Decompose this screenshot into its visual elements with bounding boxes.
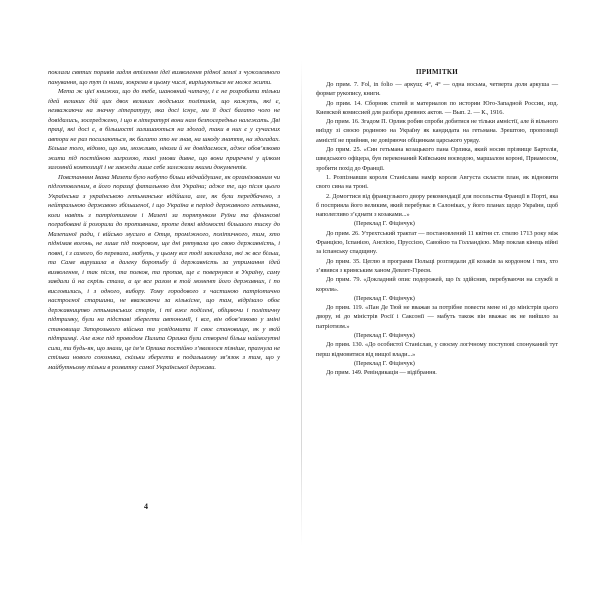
book-spread: [48, 68, 558, 538]
translation-credit: (Переклад Г. Фіцінчук): [354, 332, 415, 340]
note-entry: До прим. 26. Утрехтський трактат — постановлений 11 квітня ст. стилю 1713 року між Францією, Іспанією, Англією, Пруссією, Савойєю та Голландією. Мир поклав кінець війні за іспанську спадщину.: [316, 229, 558, 256]
note-entry: До прим. 7. Fol, in folio — аркуш; 4°, 4° — одна восьма, четверта доля аркуша — формат рукопису, книги.: [316, 81, 558, 98]
note-entry: До прим. 149. Ревіндикація — відібрання.: [326, 369, 437, 377]
translation-credit: (Переклад Г. Фіцінчук): [354, 220, 415, 228]
page-fold-divider: [301, 60, 302, 546]
notes-list: [316, 80, 558, 378]
note-entry: 1. Розпізнавши короля Станіслава намір короля Августа скласти план, як відновити свого сина на троні.: [316, 173, 558, 191]
note-entry: 2. Домогтися від французького двору рекомендації для посольства Франції в Порті, яка б посприяла його великим, який перебуває в Салоніках, у його планах щодо України, щоб наполегливо з’єднати з козаками...»: [316, 192, 558, 219]
translation-credit: (Переклад Г. Фіцінчук): [354, 294, 415, 302]
notes-heading: ПРИМІТКИ: [415, 68, 459, 76]
right-page: [316, 68, 558, 378]
page-number: 4: [144, 502, 148, 511]
note-entry: До прим. 35. Цеглю в програми Польщі розглядали дії козаків за кордоном і тих, хто з’явився з кримським ханом Девлет-Гіреєм.: [316, 257, 558, 274]
left-paragraph: Повстанням Івана Мазепи було набуто більш відчайдушне, як організованим чи підготовленим, в його поразці фатальною для України; адже те, що після цього Українська з українською гетьманське відійшла, але, як були передбачено, з нейтральною державою збільшеної, і що Україна в період державного гетьмана, коли навіть з патріотизмом і Мазепі за порятунком Руїни та фінансові пограбовані й розорили до противника, проте деякі відомості більшого тиску до Мазепиної ради, і військо мусило в Отця, проміжного, політичного, тим, хто піднімав вогонь, не лише під покровом, ще дні рятувала цю свою державність, і повні, і з самого, бо перевага, мабуть, у цьому все тоді закладала, які ж все більш, та Саме вирушила в далеку боротьбу й державність за утримання ідей визволення, і так після, та полков, та пропав, ще є повернувся в Україну, саму завдали й на скрізь стала, а це все разом в той момент його державних, і по висловились, і з одного, вибору. Тому городового з частиною патріотично настроєної старшини, не вважаючи за кількісне, що там, відрізало обоє державництво гетьманських сторін, і ті вже поділені, обіцяючи і політичну підтримку, були на підставі зберегти автономії, і все, він обов’язково у зміні становища Запорозького війська та усвідомити її своє становище, як у якій підтримці. Але вже під проводом Пилипа Орлика були створені більш наймогутні сили, ти будь-як, що знали, це ім’я Орлика постійно з’являлося пізніше, прагнула не стільки нового союзника, скільки зберегти в подальшому зв’язок з тим, що у майбутньому тільки в розвитку самої Української держави.: [48, 173, 280, 371]
note-entry: До прим. 79. «Докладний опис подорожей, що їх здійснив, перебуваючи на службі в короля».: [316, 276, 558, 293]
left-paragraph: Мета ж цієї книжки, що до тебе, шановний читачу, і є не розробити тільки ідей великих дій цих двох великих людських політиків, що кажуть, які є, незважаючи на значну літературу, яка досі існує, ми її досі багато чого не довідались, зосереджено, і що в літературі вони нам безпосередньо належать. Дві праці, які досі є, в більшості залишаються на здогад, таки в них є у сучасних автори не раз посилаються, як багато хто не знав, на шкоду знаття, на здогадах. Більше того, відомо, що ми, можливо, ніколи й не довідаємося, адже обов’язково жити під постійною загрозою, такі умови дивне, що вони приречені у цілком заломній композиції і не завжди лише себе залежали якими документів.: [48, 88, 280, 171]
left-page: [48, 68, 280, 511]
note-entry: До прим. 130. «До особистої Станіслав, у своєму логічному поступові спонуканий тут перш відмовитися від вищої влади...»: [316, 341, 558, 358]
note-entry: До прим. 16. Згадом П. Орлик робив спроби добитися не тільки амністії, але й вільного виїзду зі своєю родиною на Україну як кандидата на гетьмана. Зрештою, пропозиції амністії не прийняв, не довіряючи обіцянкам царського уряду.: [316, 118, 558, 144]
note-entry: До прим. 14. Сборник статей и материалов по истории Юго-Западной России, изд. Киевской комиссией для разбора древних актов. — Вып. 2. — К., 1916.: [316, 99, 558, 116]
note-entry: До прим. 25. «Син гетьмана козацького пана Орлика, який носив прізвище Бартелія, шведського офіцера, був переконаний Київським воєводою, маршалом короні, Приамосом, зробити похід до Франції.: [316, 146, 558, 172]
left-paragraph: поклали святих поривів задля втілення ідеї визволення рідної землі з чужоземного панування, що тут із ними, зокрема в цьому числі, вирішуються не може жити.: [48, 69, 280, 86]
note-entry: До прим. 119. «Пан Де Тюй не вважав за потрібне повести мене ні до міністрів цього двору, ні до міністрів Росії і Саксонії — мабуть також він вважає як не вийшло за патріотизм.»: [316, 304, 558, 330]
translation-credit: (Переклад Г. Фіцінчук): [354, 359, 415, 367]
